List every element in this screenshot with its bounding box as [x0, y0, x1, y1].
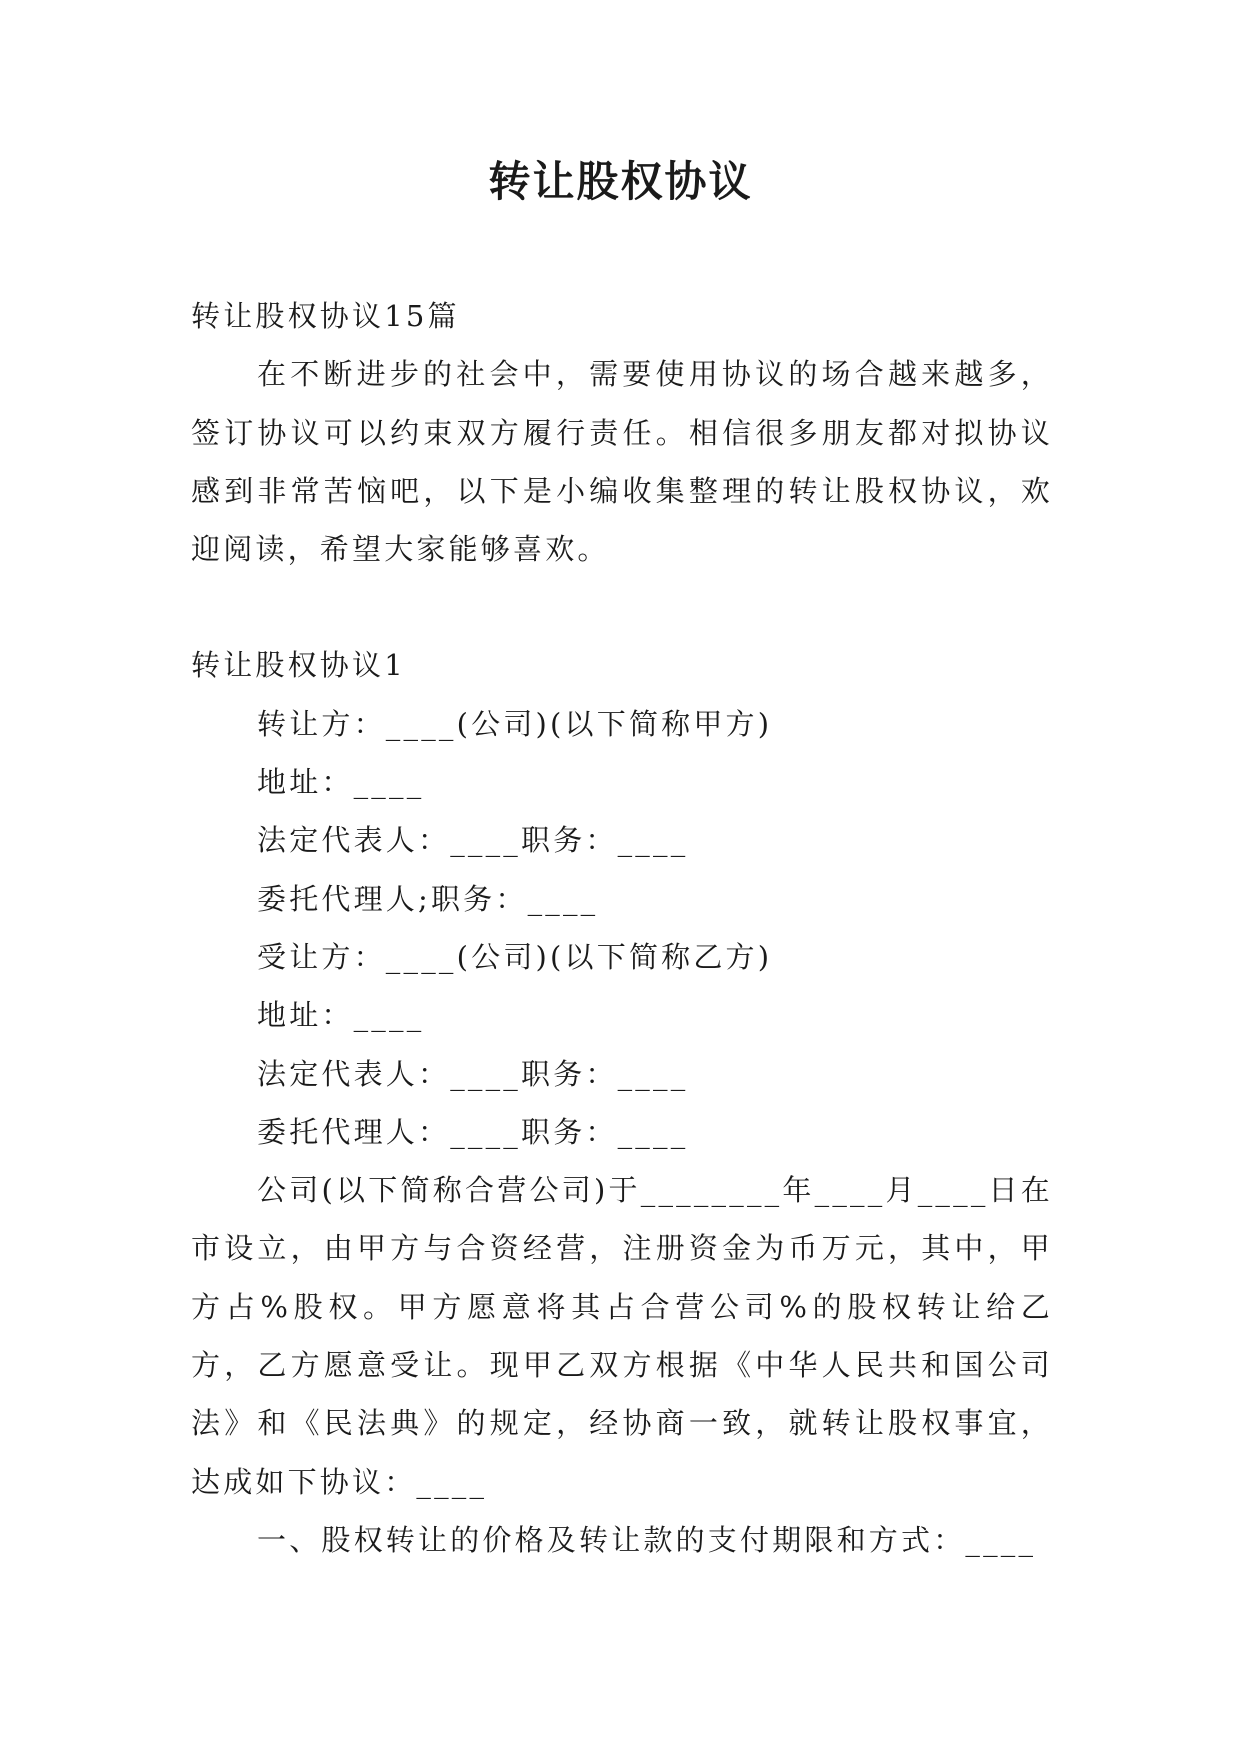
- transferee-address-line: 地址：____: [257, 998, 425, 1033]
- intro-paragraph: 在不断进步的社会中，需要使用协议的场合越来越多，签订协议可以约束双方履行责任。相信很多朋友都对拟协议感到非常苦恼吧，以下是小编收集整理的转让股权协议，欢迎阅读，希望大家能够喜欢。: [191, 357, 1053, 567]
- transferor-agent-line: 委托代理人;职务：____: [257, 881, 599, 916]
- collection-heading: 转让股权协议15篇: [191, 299, 460, 333]
- transferee-agent-line: 委托代理人：____职务：____: [257, 1114, 689, 1149]
- clause-one-line: 一、股权转让的价格及转让款的支付期限和方式：____: [257, 1522, 1037, 1557]
- document-title: 转让股权协议: [488, 157, 753, 206]
- document-body: [191, 287, 1053, 1569]
- transferee-line: 受让方：____(公司)(以下简称乙方): [257, 939, 773, 974]
- transferor-line: 转让方：____(公司)(以下简称甲方): [257, 706, 773, 741]
- transferor-address-line: 地址：____: [257, 765, 425, 800]
- company-background-paragraph: 公司(以下简称合营公司)于________年____月____日在市设立，由甲方与合资经营，注册资金为币万元，其中，甲方占%股权。甲方愿意将其占合营公司%的股权转让给乙方，乙方愿意受让。现甲乙双方根据《中华人民共和国公司法》和《民法典》的规定，经协商一致，就转让股权事宜，达成如下协议：____: [191, 1173, 1053, 1499]
- transferee-legal-rep-line: 法定代表人：____职务：____: [257, 1056, 689, 1091]
- agreement-heading: 转让股权协议1: [191, 648, 406, 683]
- transferor-legal-rep-line: 法定代表人：____职务：____: [257, 823, 689, 858]
